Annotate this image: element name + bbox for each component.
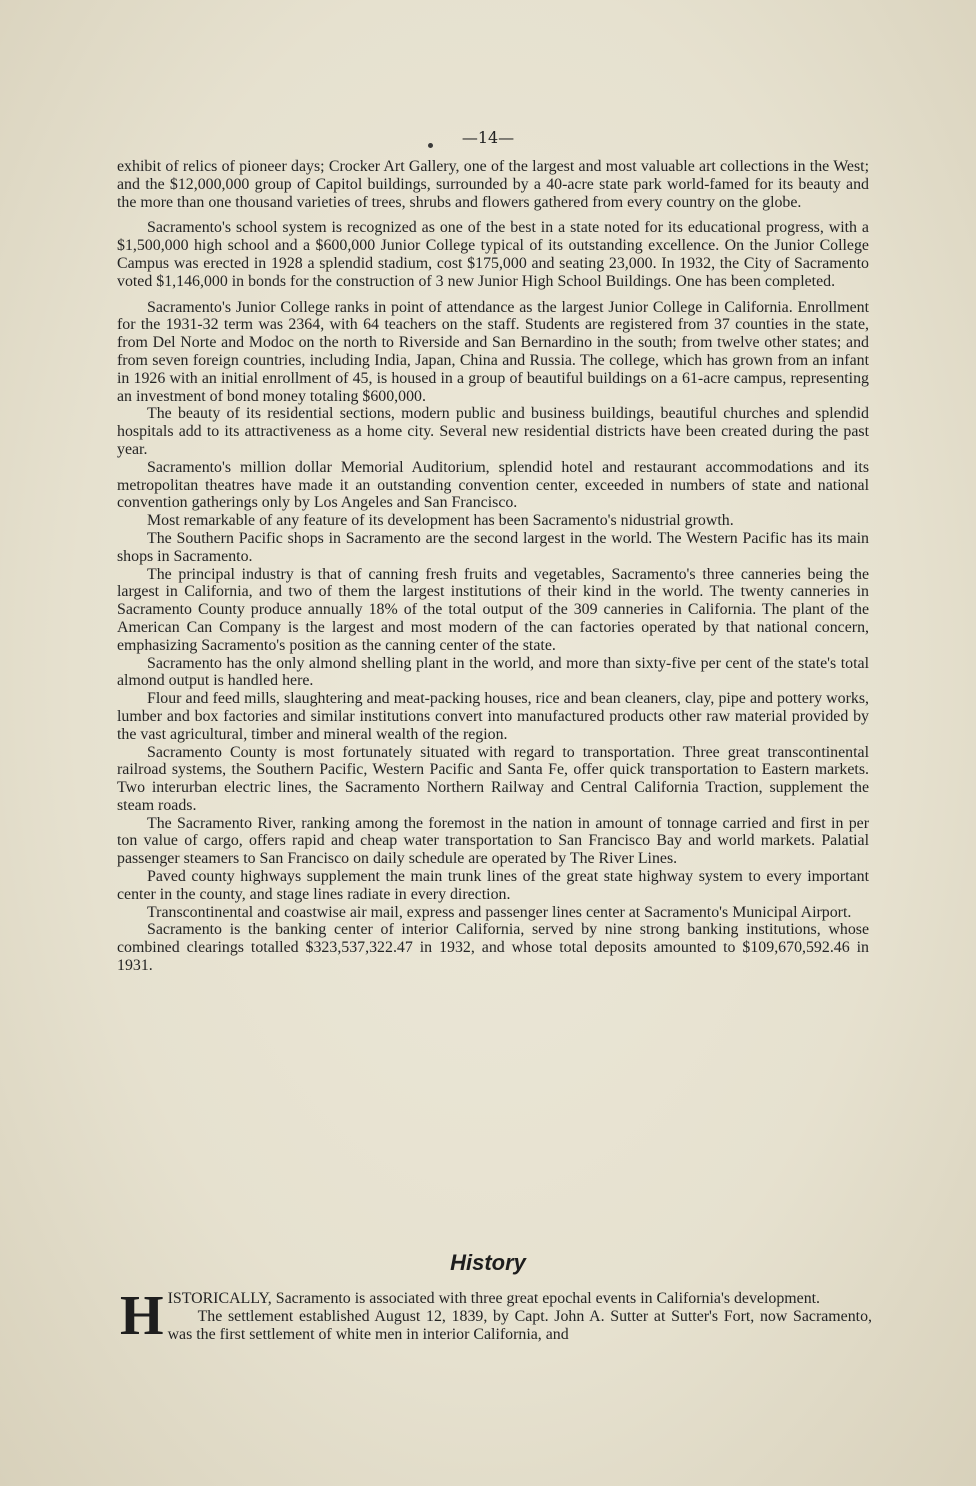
section-heading-history: History	[450, 1250, 526, 1275]
history-section	[120, 1285, 872, 1347]
paragraph: The principal industry is that of canning fresh fruits and vegetables, Sacramento's three canneries being the largest in California, and two of them the largest institutions of their kind in the world. The twenty canneries in Sacramento County produce annually 18% of the total output of the 309 canneries in California. The plant of the American Can Company is the largest and most modern of the can factories operated by that national concern, emphasizing Sacramento's position as the canning center of the state.	[117, 565, 869, 654]
paragraph: Sacramento has the only almond shelling plant in the world, and more than sixty-five per cent of the state's total almond output is handled here.	[117, 654, 869, 690]
paragraph: Most remarkable of any feature of its development has been Sacramento's nidustrial growth.	[147, 512, 734, 530]
paragraph: Sacramento is the banking center of interior California, served by nine strong banking institutions, whose combined clearings totalled $323,537,322.47 in 1932, and whose total deposits amounted to $109,670,592.46 in 1931.	[117, 921, 869, 975]
paragraph: Sacramento County is most fortunately situated with regard to transportation. Three great transcontinental railroad systems, the Southern Pacific, Western Pacific and Santa Fe, offer quick transportation to Eastern markets. Two interurban electric lines, the Sacramento Northern Railway and Central California Traction, supplement the steam roads.	[117, 743, 869, 814]
history-lead-paragraph: ISTORICALLY, Sacramento is associated with three great epochal events in California's development.	[167, 1290, 821, 1307]
paragraph: The beauty of its residential sections, modern public and business buildings, beautiful churches and splendid hospitals add to its attractiveness as a home city. Several new residential districts have been created during the past year.	[117, 405, 869, 458]
paragraph: The Southern Pacific shops in Sacramento are the second largest in the world. The Western Pacific has its main shops in Sacramento.	[117, 529, 869, 565]
paragraph: Sacramento's million dollar Memorial Auditorium, splendid hotel and restaurant accommodations and its metropolitan theatres have made it an outstanding convention center, exceeded in numbers of state and national convention gatherings only by Los Angeles and San Francisco.	[117, 458, 869, 512]
paragraph: Sacramento's Junior College ranks in point of attendance as the largest Junior College in California. Enrollment for the 1931-32 term was 2364, with 64 teachers on the staff. Students are registered from 37 counties in the state, from Del Norte and Modoc on the north to Riverside and San Bernardino in the south; from twelve other states; and from seven foreign countries, including India, Japan, China and Russia. The college, which has grown from an infant in 1926 with an initial enrollment of 45, is housed in a group of beautiful buildings on a 61-acre campus, representing an investment of bond money totaling $600,000.	[117, 298, 869, 405]
paragraph: Flour and feed mills, slaughtering and meat-packing houses, rice and bean cleaners, clay, pipe and pottery works, lumber and box factories and similar institutions convert into manufactured products other raw material provided by the vast agricultural, timber and mineral wealth of the region.	[117, 690, 869, 743]
paragraph: exhibit of relics of pioneer days; Crocker Art Gallery, one of the largest and most valuable art collections in the West; and the $12,000,000 group of Capitol buildings, surrounded by a 40-acre state park world-famed for its beauty and the more than one thousand varieties of trees, shrubs and flowers gathered from every country on the globe.	[117, 158, 869, 211]
paragraph: Sacramento's school system is recognized as one of the best in a state noted for its educational progress, with a $1,500,000 high school and a $600,000 Junior College typical of its outstanding excellence. On the Junior College Campus was erected in 1928 a splendid stadium, cost $175,000 and seating 23,000. In 1932, the City of Sacramento voted $1,146,000 in bonds for the construction of 3 new Junior High School Buildings. One has been completed.	[117, 219, 869, 290]
paragraph: Paved county highways supplement the main trunk lines of the great state highway system to every important center in the county, and stage lines radiate in every direction.	[117, 868, 869, 903]
drop-cap: H	[120, 1285, 164, 1347]
paragraph: Transcontinental and coastwise air mail, express and passenger lines center at Sacramento's Municipal Airport.	[147, 903, 852, 921]
history-paragraph: The settlement established August 12, 1839, by Capt. John A. Sutter at Sutter's Fort, now Sacramento, was the first settlement of white men in interior California, and	[167, 1308, 872, 1343]
body-text	[117, 158, 869, 975]
paragraph: The Sacramento River, ranking among the foremost in the nation in amount of tonnage carried and first in per ton value of cargo, offers rapid and cheap water transportation to San Francisco Bay and world markets. Palatial passenger steamers to San Francisco on daily schedule are operated by The River Lines.	[117, 814, 869, 868]
page-number: —14—	[461, 128, 515, 147]
